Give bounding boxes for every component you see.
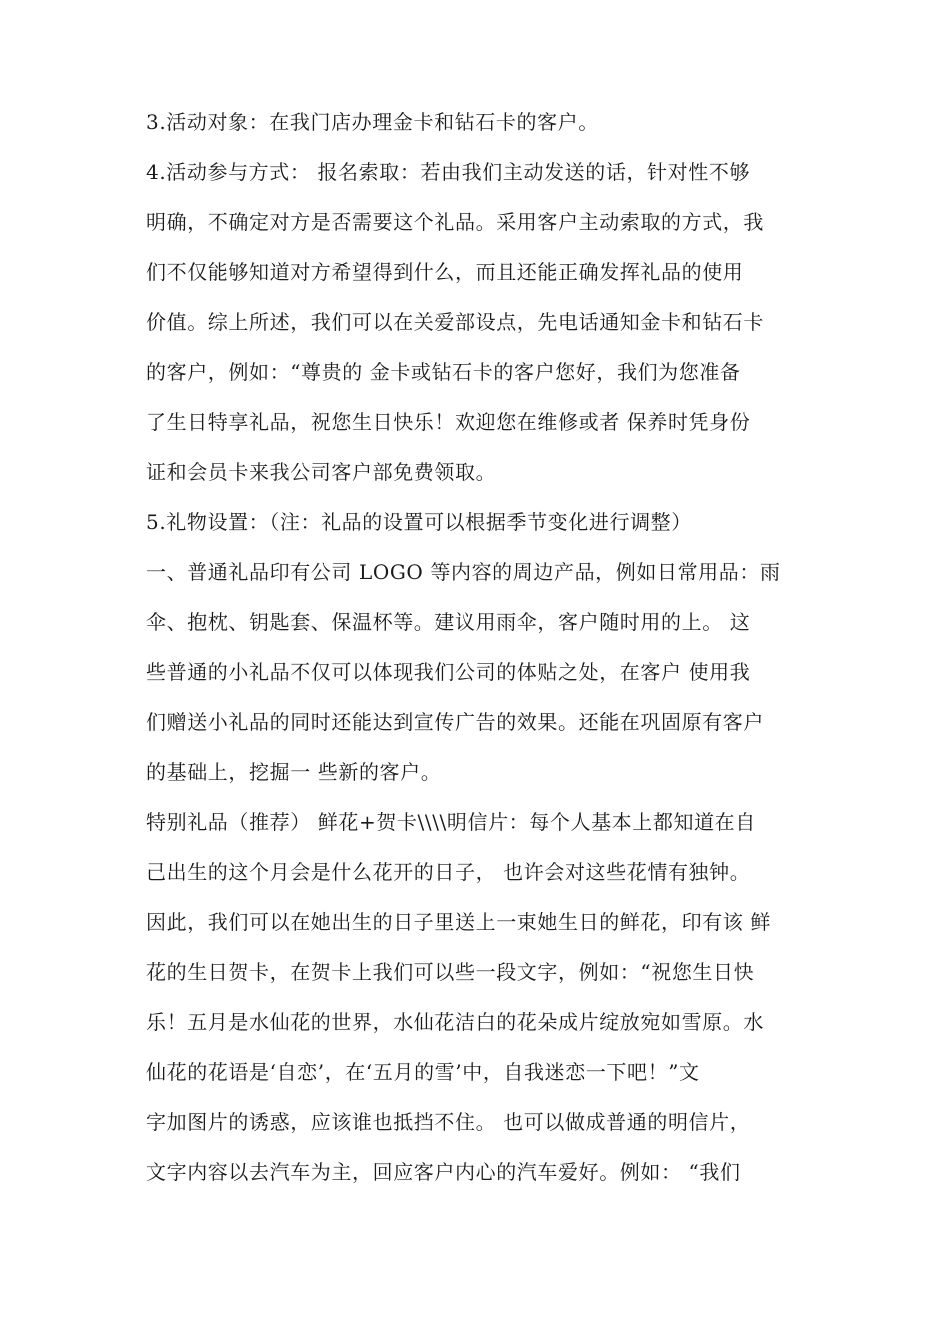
text-line: 己出生的这个月会是什么花开的日子， 也许会对这些花情有独钟。 (146, 860, 751, 884)
text-line: 仙花的花语是‘自恋’，在‘五月的雪’中，自我迷恋一下吧！”文 (146, 1060, 700, 1084)
text-line: 乐！五月是水仙花的世界，水仙花洁白的花朵成片绽放宛如雪原。水 (146, 1010, 764, 1034)
text-line: 的客户，例如：“尊贵的 金卡或钻石卡的客户您好，我们为您准备 (146, 360, 741, 384)
text-line: 些普通的小礼品不仅可以体现我们公司的体贴之处，在客户 使用我 (146, 660, 751, 684)
text-line: 价值。综上所述，我们可以在关爱部设点，先电话通知金卡和钻石卡 (146, 310, 764, 334)
text-line: 们赠送小礼品的同时还能达到宣传广告的效果。还能在巩固原有客户 (146, 710, 764, 734)
text-line: 4.活动参与方式： 报名索取：若由我们主动发送的话，针对性不够 (146, 160, 751, 184)
text-line: 特别礼品（推荐） 鲜花+贺卡\\\\明信片：每个人基本上都知道在自 (146, 810, 756, 834)
text-line: 3.活动对象：在我门店办理金卡和钻石卡的客户。 (146, 110, 599, 134)
text-line: 一、普通礼品印有公司 LOGO 等内容的周边产品，例如日常用品：雨 (146, 560, 781, 584)
text-line: 5.礼物设置：（注：礼品的设置可以根据季节变化进行调整） (146, 510, 692, 534)
text-line: 因此，我们可以在她出生的日子里送上一束她生日的鲜花，印有该 鲜 (146, 910, 771, 934)
text-line: 伞、抱枕、钥匙套、保温杯等。建议用雨伞，客户随时用的上。 这 (146, 610, 751, 634)
text-line: 们不仅能够知道对方希望得到什么，而且还能正确发挥礼品的使用 (146, 260, 744, 284)
text-line: 字加图片的诱惑，应该谁也抵挡不住。 也可以做成普通的明信片， (146, 1110, 751, 1134)
text-line: 的基础上，挖掘一 些新的客户。 (146, 760, 442, 784)
text-line: 文字内容以去汽车为主，回应客户内心的汽车爱好。例如： “我们 (146, 1160, 741, 1184)
text-line: 明确，不确定对方是否需要这个礼品。采用客户主动索取的方式，我 (146, 210, 764, 234)
text-line: 证和会员卡来我公司客户部免费领取。 (146, 460, 497, 484)
text-line: 了生日特享礼品，祝您生日快乐！欢迎您在维修或者 保养时凭身份 (146, 410, 751, 434)
text-line: 花的生日贺卡，在贺卡上我们可以些一段文字，例如：“祝您生日快 (146, 960, 755, 984)
